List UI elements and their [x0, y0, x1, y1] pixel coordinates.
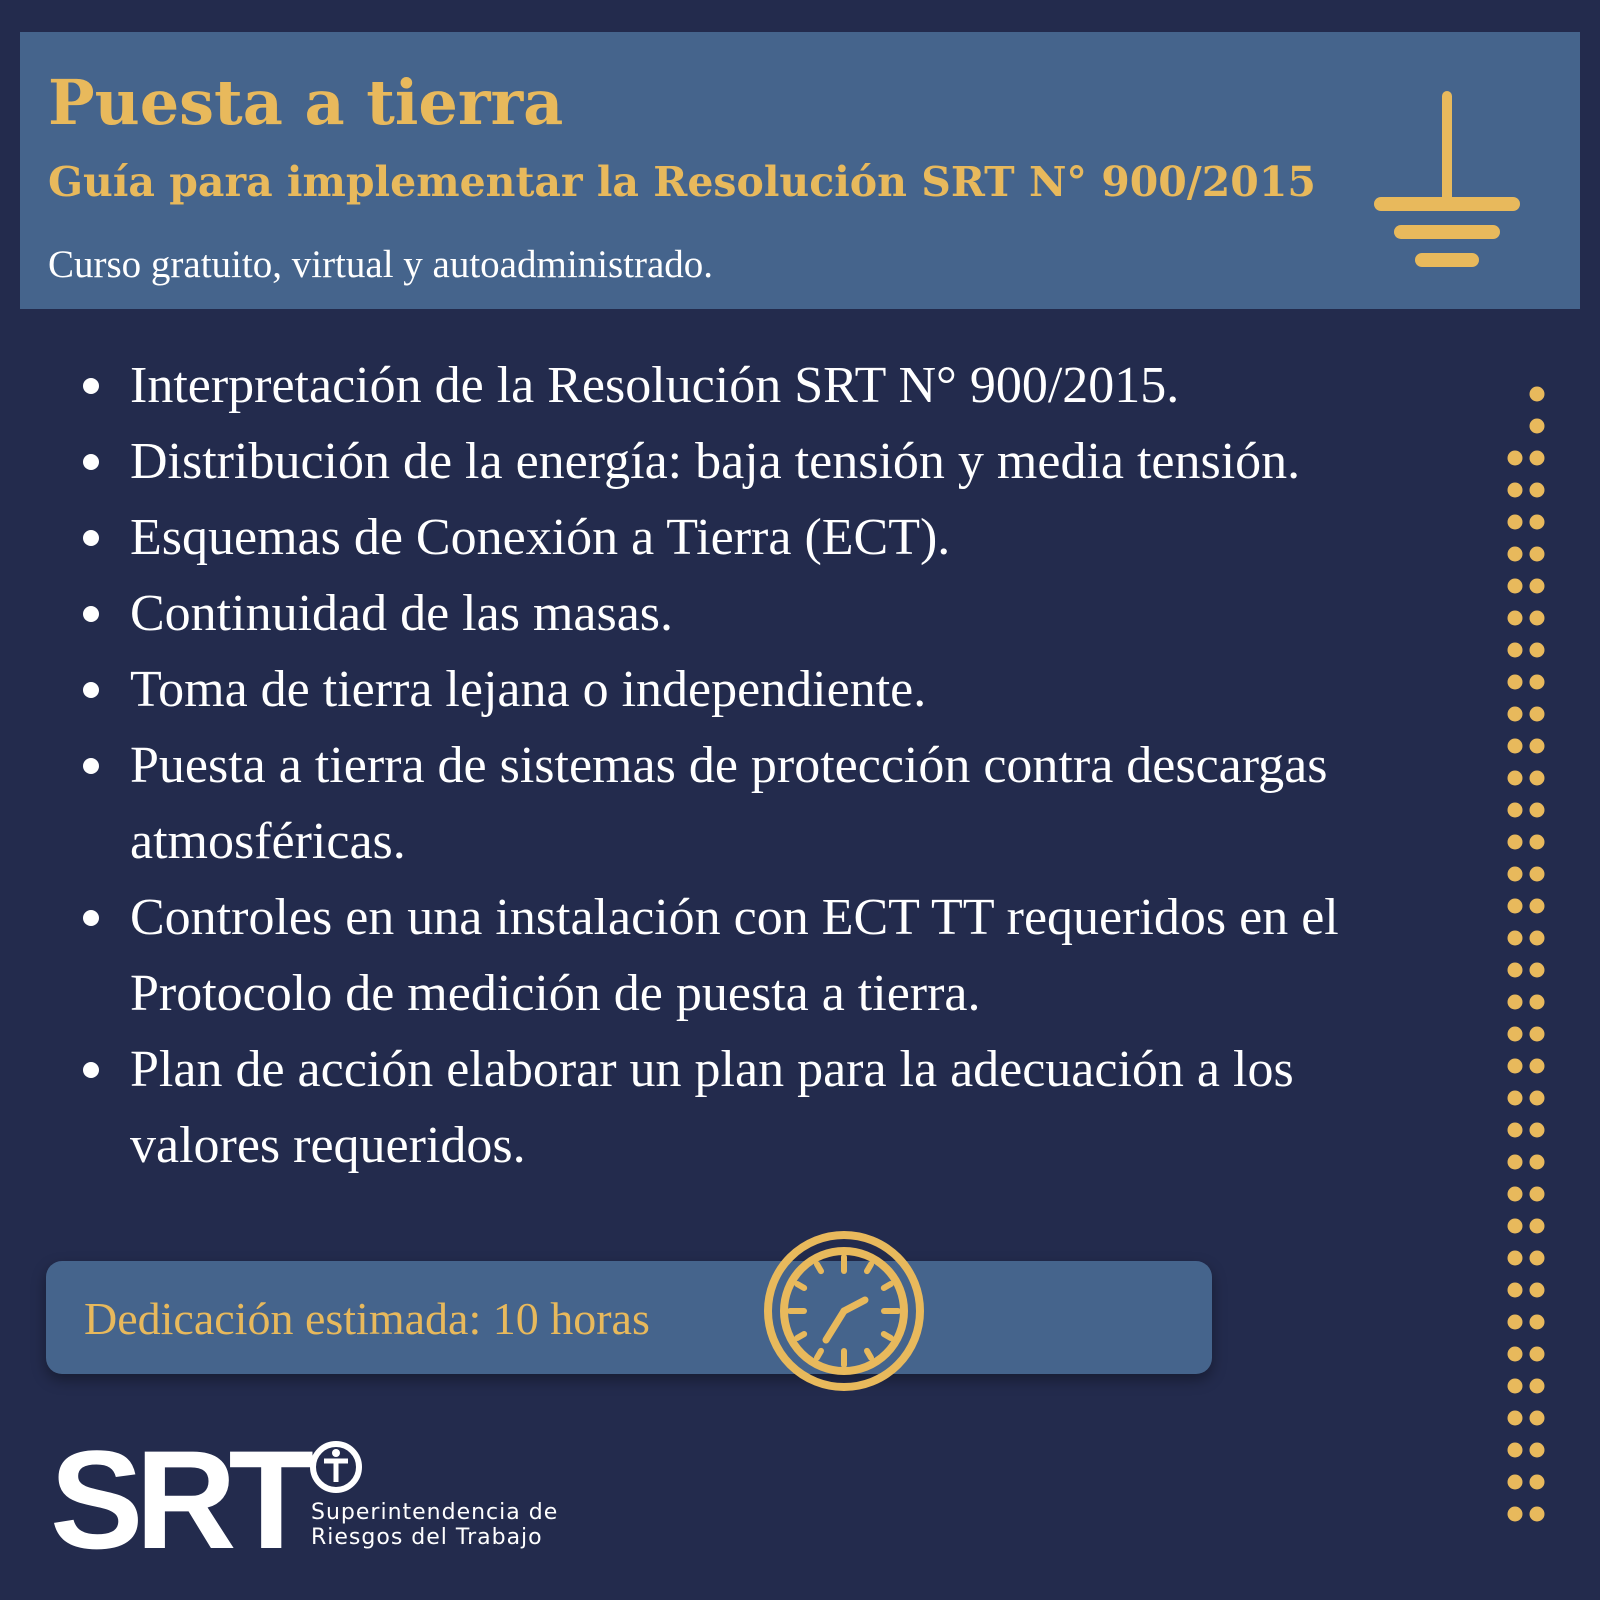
clock-icon: [762, 1229, 926, 1393]
topic-list: [80, 348, 1420, 1184]
topic-item: Esquemas de Conexión a Tierra (ECT).: [80, 500, 1420, 576]
srt-logo-line-1: Superintendencia de: [311, 1500, 559, 1525]
duration-panel: [46, 1261, 1212, 1374]
course-subtitle: Guía para implementar la Resolución SRT N° 900/2015: [48, 158, 1316, 206]
topic-item: Continuidad de las masas.: [80, 576, 1420, 652]
srt-emblem-icon: [313, 1444, 359, 1490]
course-tagline: Curso gratuito, virtual y autoadministrado.: [48, 243, 714, 286]
topic-item: Distribución de la energía: baja tensión y media tensión.: [80, 424, 1420, 500]
srt-logo-text: [311, 1500, 558, 1550]
ground-icon: [1372, 88, 1522, 270]
dot-pattern-decoration: [1505, 386, 1547, 1526]
topic-item: Toma de tierra lejana o independiente.: [80, 652, 1420, 728]
topic-item: Plan de acción elaborar un plan para la adecuación a los valores requeridos.: [80, 1032, 1420, 1184]
course-title: Puesta a tierra: [48, 66, 564, 139]
header-banner: [20, 32, 1580, 309]
topic-item: Interpretación de la Resolución SRT N° 900/2015.: [80, 348, 1420, 424]
srt-wordmark: SRT: [50, 1432, 306, 1562]
duration-label: Dedicación estimada: 10 horas: [84, 1293, 650, 1344]
srt-logo-line-2: Riesgos del Trabajo: [311, 1525, 543, 1550]
topic-item: Controles en una instalación con ECT TT requeridos en el Protocolo de medición de puesta a tierra.: [80, 880, 1420, 1032]
topic-item: Puesta a tierra de sistemas de protección contra descargas atmosféricas.: [80, 728, 1420, 880]
